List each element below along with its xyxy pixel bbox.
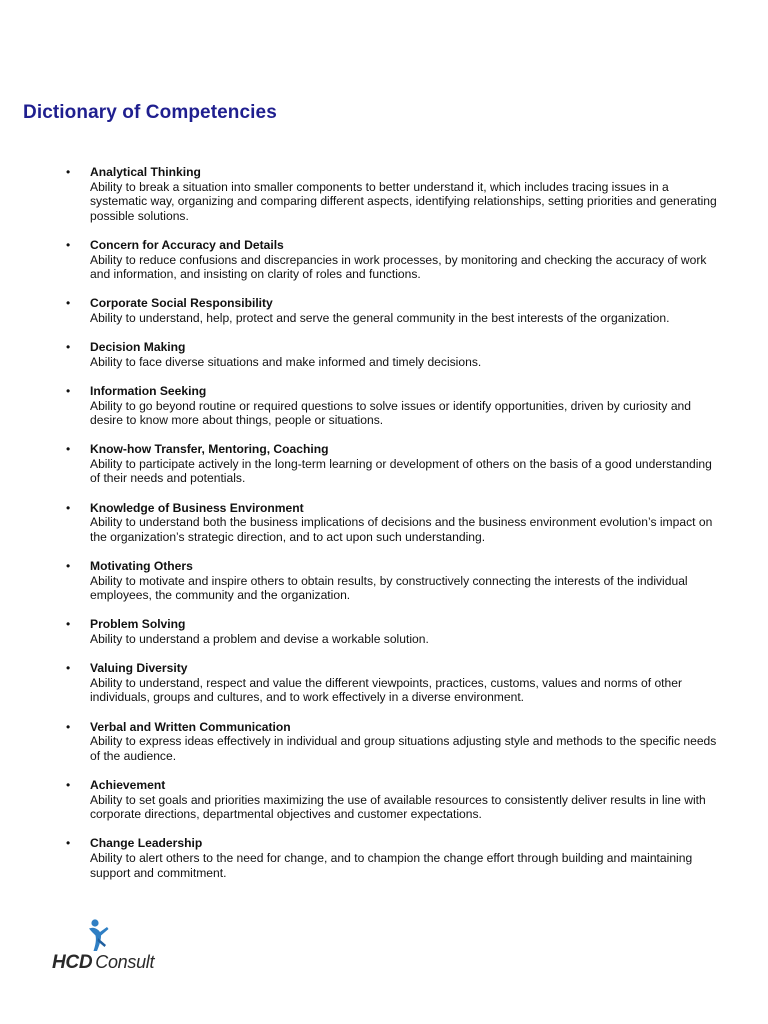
- competency-name: Analytical Thinking: [90, 165, 201, 179]
- bullet-icon: •: [66, 559, 71, 574]
- hcd-consult-logo: [52, 918, 182, 976]
- competency-name: Problem Solving: [90, 617, 186, 632]
- list-item: [0, 836, 768, 880]
- competency-description: Ability to motivate and inspire others to obtain results, by constructively connecting the interests of the individual employees, the community and the organization.: [90, 573, 688, 603]
- competency-description: Ability to alert others to the need for change, and to champion the change effort through building and maintaining support and commitment.: [90, 850, 693, 880]
- list-item: [0, 442, 768, 486]
- list-item: [0, 296, 768, 325]
- competency-name: Knowledge of Business Environment: [90, 500, 304, 515]
- competency-name: Decision Making: [90, 340, 186, 355]
- list-item: [0, 661, 768, 705]
- competency-description: Ability to go beyond routine or required questions to solve issues or identify opportunities, driven by curiosity and desire to know more about things, people or situations.: [90, 398, 691, 428]
- competency-name: Verbal and Written Communication: [90, 719, 291, 734]
- competency-list: [0, 165, 768, 895]
- competency-description: Ability to understand a problem and devise a workable solution.: [90, 632, 429, 646]
- competency-name: Achievement: [90, 777, 166, 792]
- competency-description: Ability to express ideas effectively in individual and group situations adjusting style and methods to the specific needs of the audience.: [90, 734, 717, 763]
- bullet-icon: •: [66, 500, 71, 515]
- competency-name: Valuing Diversity: [90, 661, 188, 676]
- logo-wordmark: [52, 952, 154, 974]
- competency-description: Ability to break a situation into smaller components to better understand it, which includes tracing issues in a systematic way, organizing and comparing different aspects, identifying relationships, setting priorities and generating possible solutions.: [90, 179, 717, 223]
- page-title: Dictionary of Competencies: [23, 102, 277, 123]
- competency-description: Ability to face diverse situations and make informed and timely decisions.: [90, 354, 482, 369]
- logo-consult: Consult: [95, 952, 155, 972]
- competency-name: Change Leadership: [90, 836, 203, 851]
- competency-description: Ability to understand both the business implications of decisions and the business environment evolution’s impact on the organization’s strategic direction, and to act upon such understanding.: [90, 515, 713, 544]
- bullet-icon: •: [66, 442, 71, 457]
- list-item: [0, 165, 768, 223]
- competency-description: Ability to set goals and priorities maximizing the use of available resources to consistently deliver results in line with corporate directions, departmental objectives and customer expectations.: [90, 792, 706, 822]
- bullet-icon: •: [66, 165, 71, 179]
- competency-description: Ability to reduce confusions and discrepancies in work processes, by monitoring and checking the accuracy of work and information, and insisting on clarity of roles and functions.: [90, 252, 707, 282]
- competency-description: Ability to understand, respect and value the different viewpoints, practices, customs, values and norms of other individuals, groups and cultures, and to work effectively in a diverse environment.: [90, 675, 683, 705]
- bullet-icon: •: [66, 719, 71, 734]
- competency-name: Corporate Social Responsibility: [90, 296, 273, 311]
- list-item: [0, 238, 768, 282]
- list-item: [0, 340, 768, 369]
- competency-name: Concern for Accuracy and Details: [90, 237, 284, 252]
- bullet-icon: •: [66, 836, 71, 851]
- list-item: [0, 720, 768, 764]
- list-item: [0, 501, 768, 545]
- competency-name: Motivating Others: [90, 559, 193, 574]
- list-item: [0, 617, 768, 646]
- person-figure-icon: [86, 918, 112, 954]
- bullet-icon: •: [66, 661, 71, 676]
- bullet-icon: •: [66, 617, 71, 632]
- list-item: [0, 384, 768, 428]
- logo-hcd: HCD: [52, 952, 93, 973]
- competency-description: Ability to understand, help, protect and serve the general community in the best interests of the organization.: [90, 310, 670, 325]
- bullet-icon: •: [66, 777, 71, 792]
- bullet-icon: •: [66, 383, 71, 398]
- bullet-icon: •: [66, 296, 71, 311]
- competency-name: Information Seeking: [90, 383, 207, 398]
- list-item: [0, 778, 768, 822]
- list-item: [0, 559, 768, 603]
- bullet-icon: •: [66, 340, 71, 355]
- competency-name: Know-how Transfer, Mentoring, Coaching: [90, 442, 329, 457]
- bullet-icon: •: [66, 237, 71, 252]
- competency-description: Ability to participate actively in the long-term learning or development of others on the basis of a good understanding of their needs and potentials.: [90, 456, 712, 486]
